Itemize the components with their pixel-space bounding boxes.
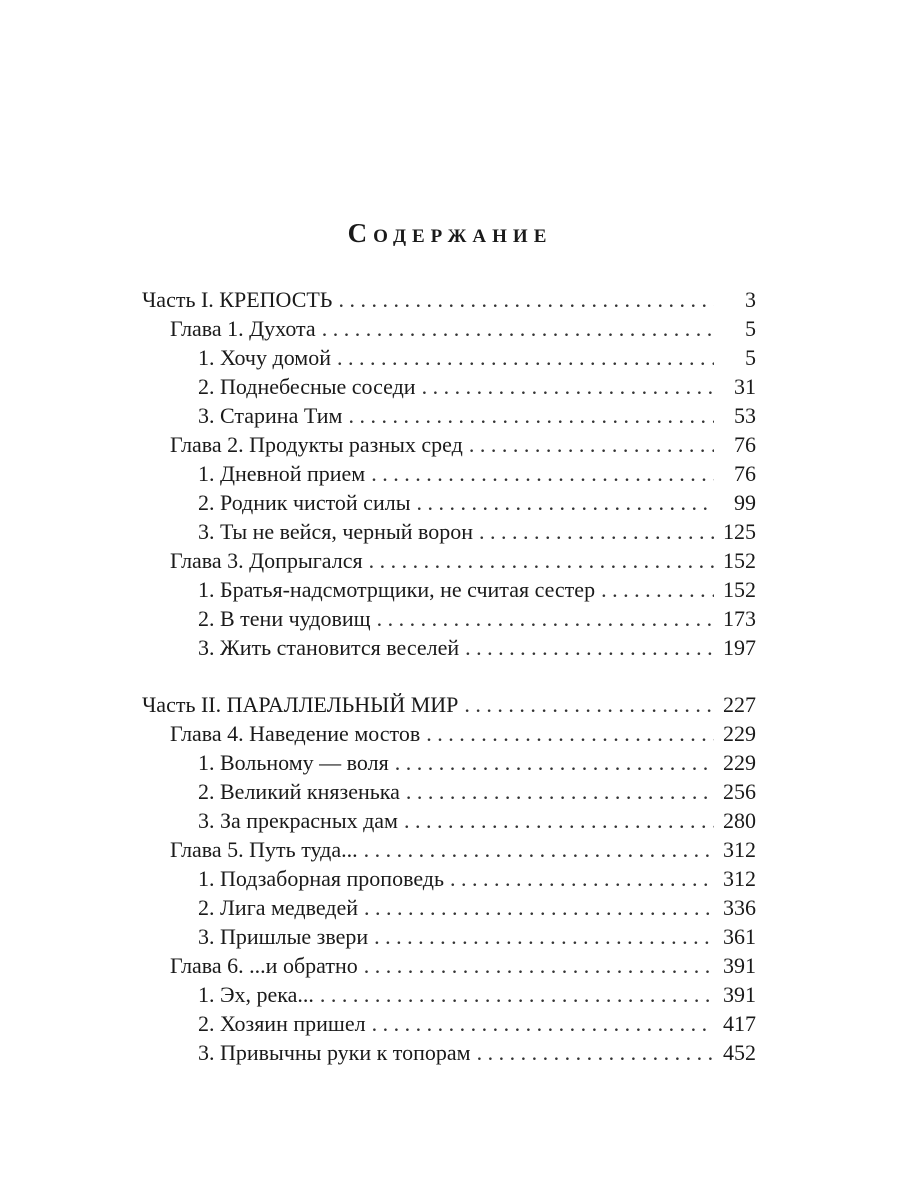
toc-page-number: 125 [723,519,756,544]
toc-subchapter-entry [142,459,756,488]
toc-entry-label: 3. Старина Тим [198,403,343,428]
toc-entry-label: Часть II. ПАРАЛЛЕЛЬНЫЙ МИР [142,692,459,717]
dot-leader [422,372,714,401]
dot-leader [465,633,714,662]
toc-subchapter-entry [142,922,756,951]
toc-page-number: 152 [723,548,756,573]
toc-entry-label: 2. Поднебесные соседи [198,374,416,399]
dot-leader [404,806,714,835]
toc-entry-label: 1. Эх, река... [198,982,314,1007]
toc-subchapter-entry [142,633,756,662]
toc-page-number: 76 [734,432,756,457]
toc-page-number: 76 [734,461,756,486]
toc-entry-label: 2. Родник чистой силы [198,490,411,515]
toc-page-number: 280 [723,808,756,833]
toc-page-number: 31 [734,374,756,399]
toc-page-number: 5 [745,316,756,341]
toc-subchapter-entry [142,575,756,604]
toc-subchapter-entry [142,604,756,633]
toc-page-number: 227 [723,692,756,717]
dot-leader [406,777,714,806]
toc-page-number: 3 [745,287,756,312]
toc-page-number: 173 [723,606,756,631]
dot-leader [374,922,714,951]
toc-section [142,690,756,1067]
toc-entry-label: 1. Дневной прием [198,461,366,486]
toc-entry-label: 3. Пришлые звери [198,924,369,949]
toc-entry-label: Глава 4. Наведение мостов [170,721,421,746]
dot-leader [320,980,714,1009]
toc-page-number: 417 [723,1011,756,1036]
dot-leader [369,546,714,575]
toc-chapter-entry [142,951,756,980]
toc-subchapter-entry [142,343,756,372]
toc-entry-label: 2. Хозяин пришел [198,1011,366,1036]
toc-page-number: 312 [723,866,756,891]
dot-leader [337,343,714,372]
dot-leader [395,748,714,777]
toc-chapter-entry [142,719,756,748]
toc-entry-label: 3. Привычны руки к топорам [198,1040,471,1065]
toc-subchapter-entry [142,893,756,922]
dot-leader [477,1038,714,1067]
toc-section [142,285,756,662]
dot-leader [364,951,714,980]
toc-page-number: 99 [734,490,756,515]
toc-page-number: 452 [723,1040,756,1065]
toc-page-number: 312 [723,837,756,862]
toc-entry-label: 2. Лига медведей [198,895,359,920]
toc-chapter-entry [142,314,756,343]
toc-page-number: 391 [723,982,756,1007]
toc-entry-label: 1. Подзаборная проповедь [198,866,445,891]
toc-entry-label: 1. Братья-надсмотрщики, не считая сестер [198,577,596,602]
page-title: Содержание [347,218,553,248]
toc-entry-label: Глава 5. Путь туда... [170,837,358,862]
dot-leader [450,864,714,893]
dot-leader [377,604,714,633]
toc-page-number: 336 [723,895,756,920]
toc-entry-label: 2. Великий князенька [198,779,400,804]
toc-page-number: 152 [723,577,756,602]
dot-leader [469,430,714,459]
toc-subchapter-entry [142,777,756,806]
toc-entry-label: 1. Хочу домой [198,345,331,370]
toc-entry-label: Глава 6. ...и обратно [170,953,358,978]
dot-leader [479,517,714,546]
dot-leader [322,314,714,343]
toc-page-number: 53 [734,403,756,428]
toc-subchapter-entry [142,517,756,546]
toc-entry-label: 1. Вольному — воля [198,750,389,775]
toc-part-entry [142,285,756,314]
toc-subchapter-entry [142,806,756,835]
toc-subchapter-entry [142,864,756,893]
toc-page-number: 391 [723,953,756,978]
toc-entry-label: Часть I. КРЕПОСТЬ [142,287,333,312]
dot-leader [348,401,714,430]
toc-entry-label: 3. За прекрасных дам [198,808,398,833]
dot-leader [338,285,714,314]
toc-entry-label: Глава 2. Продукты разных сред [170,432,463,457]
dot-leader [364,835,714,864]
toc-subchapter-entry [142,980,756,1009]
dot-leader [464,690,714,719]
toc-page-number: 197 [723,635,756,660]
dot-leader [372,1009,714,1038]
toc-subchapter-entry [142,488,756,517]
dot-leader [364,893,714,922]
toc-entry-label: Глава 3. Допрыгался [170,548,363,573]
toc-subchapter-entry [142,1038,756,1067]
toc-chapter-entry [142,546,756,575]
toc-page-number: 229 [723,721,756,746]
toc-subchapter-entry [142,1009,756,1038]
toc-subchapter-entry [142,401,756,430]
toc-part-entry [142,690,756,719]
dot-leader [416,488,714,517]
toc-page-number: 229 [723,750,756,775]
toc-entry-label: 2. В тени чудовищ [198,606,371,631]
dot-leader [601,575,714,604]
toc-entry-label: 3. Ты не вейся, черный ворон [198,519,474,544]
table-of-contents [142,285,756,1095]
dot-leader [426,719,714,748]
toc-subchapter-entry [142,748,756,777]
toc-page-number: 361 [723,924,756,949]
toc-page-number: 256 [723,779,756,804]
toc-entry-label: 3. Жить становится веселей [198,635,460,660]
dot-leader [371,459,714,488]
toc-subchapter-entry [142,372,756,401]
toc-chapter-entry [142,835,756,864]
toc-chapter-entry [142,430,756,459]
toc-page-number: 5 [745,345,756,370]
toc-entry-label: Глава 1. Духота [170,316,316,341]
